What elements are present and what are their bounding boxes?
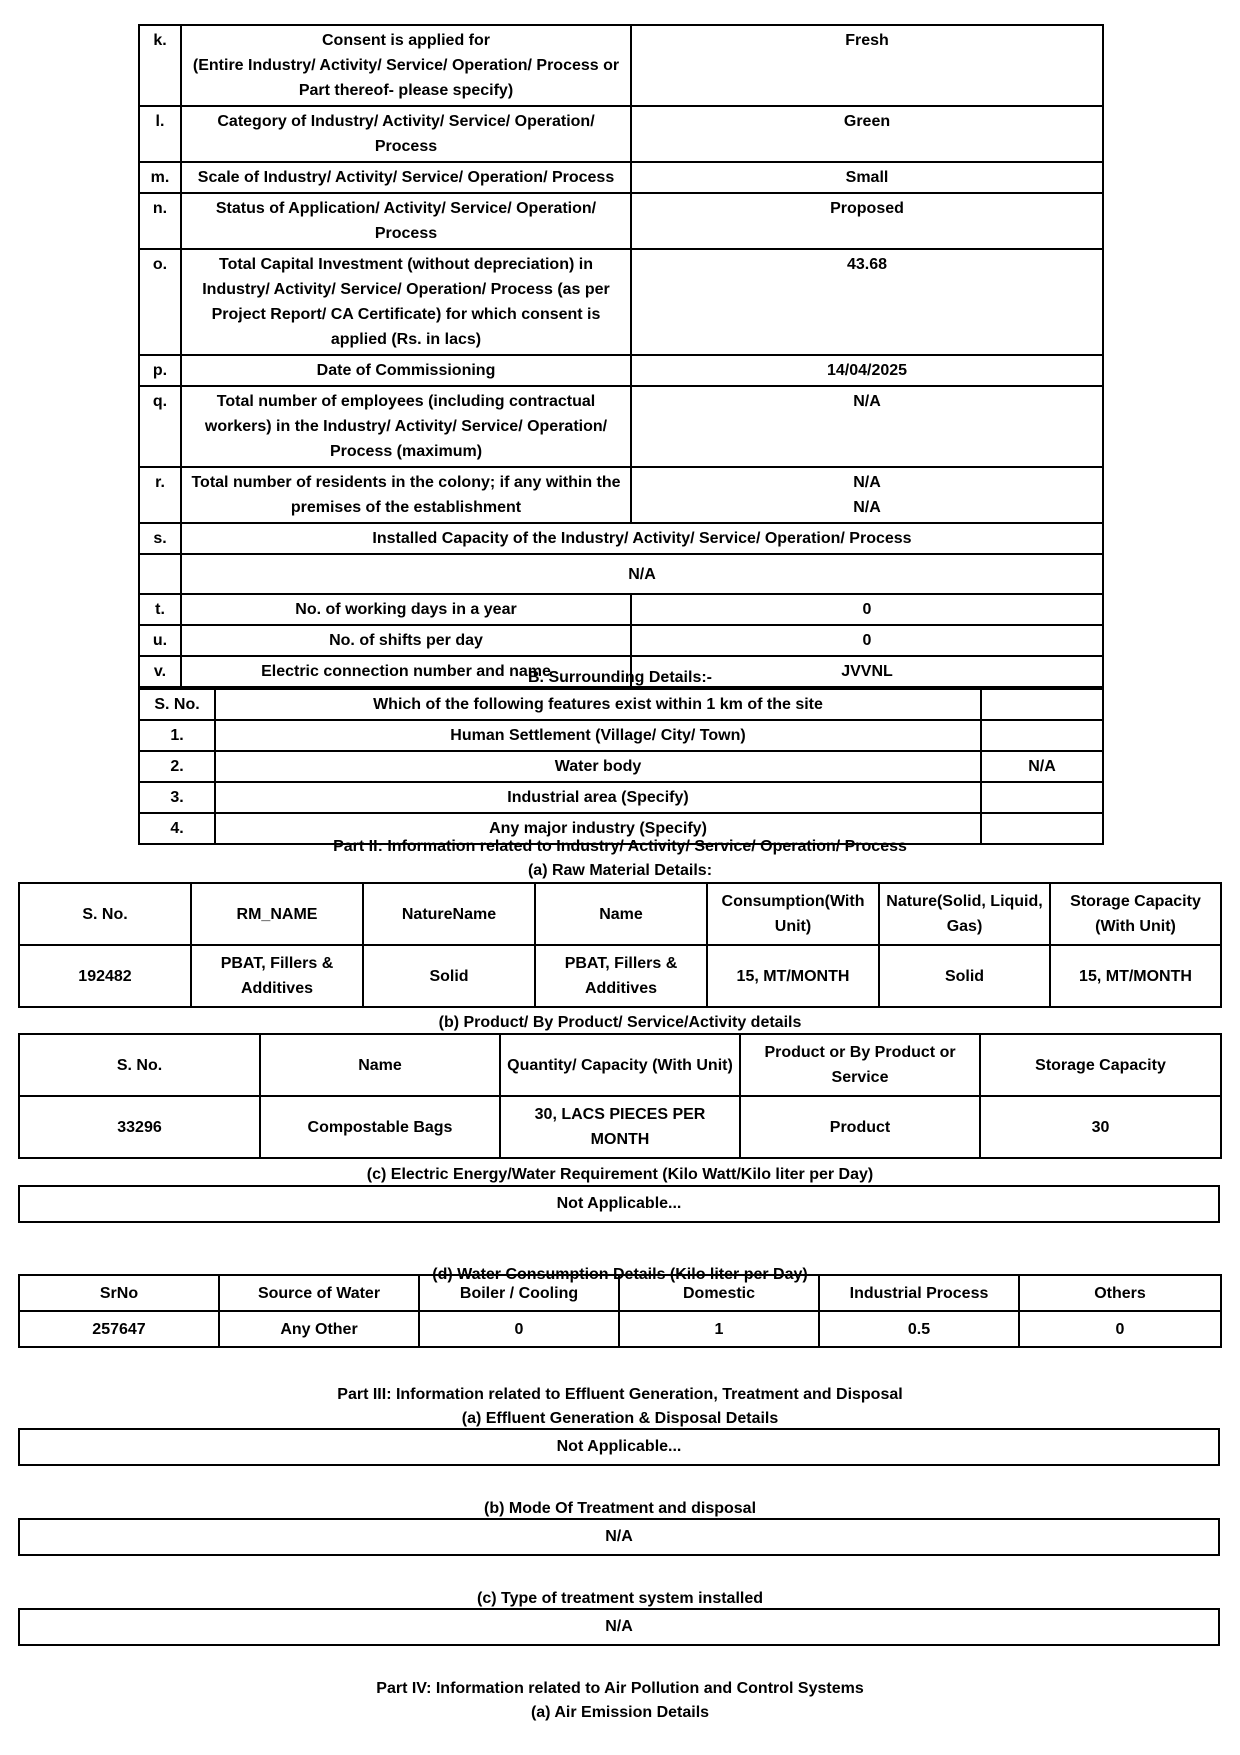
cell: 0 xyxy=(419,1311,619,1347)
row-letter: n. xyxy=(139,193,181,249)
table-row xyxy=(139,386,1103,467)
col-header: S. No. xyxy=(19,883,191,945)
col-header: Others xyxy=(1019,1275,1221,1311)
cell: 257647 xyxy=(19,1311,219,1347)
table-row xyxy=(19,1311,1221,1347)
table-row xyxy=(139,625,1103,656)
row-label: Date of Commissioning xyxy=(181,355,631,386)
cell: PBAT, Fillers & Additives xyxy=(535,945,707,1007)
product-table xyxy=(18,1033,1222,1159)
cell: 30, LACS PIECES PER MONTH xyxy=(500,1096,740,1158)
part4-title: Part IV: Information related to Air Pollution and Control Systems xyxy=(376,1680,864,1697)
cell: Water body xyxy=(215,751,981,782)
cell: 15, MT/MONTH xyxy=(1050,945,1221,1007)
water-table xyxy=(18,1274,1222,1348)
row-value: Small xyxy=(631,162,1103,193)
col-header: Product or By Product or Service xyxy=(740,1034,980,1096)
cell: Solid xyxy=(879,945,1050,1007)
table-row xyxy=(139,467,1103,523)
cell: 1 xyxy=(619,1311,819,1347)
row-label: No. of working days in a year xyxy=(181,594,631,625)
table-row xyxy=(139,720,1103,751)
col-header: Nature(Solid, Liquid, Gas) xyxy=(879,883,1050,945)
col-header: RM_NAME xyxy=(191,883,363,945)
row-value: JVVNL xyxy=(631,656,1103,687)
row-letter: m. xyxy=(139,162,181,193)
installed-capacity-value: N/A xyxy=(181,554,1103,594)
row-value: Green xyxy=(631,106,1103,162)
col-header: Boiler / Cooling xyxy=(419,1275,619,1311)
col-header: Which of the following features exist within 1 km of the site xyxy=(215,689,981,720)
row-value: Proposed xyxy=(631,193,1103,249)
col-header: S. No. xyxy=(139,689,215,720)
cell: Solid xyxy=(363,945,535,1007)
row-label: Total Capital Investment (without depreciation) in Industry/ Activity/ Service/ Operation/ Process (as per Project Report/ CA Certificate) for which consent is applied (Rs. in lacs) xyxy=(181,249,631,355)
col-header: S. No. xyxy=(19,1034,260,1096)
table-row xyxy=(139,523,1103,554)
col-header: SrNo xyxy=(19,1275,219,1311)
cell: 15, MT/MONTH xyxy=(707,945,879,1007)
cell: Compostable Bags xyxy=(260,1096,500,1158)
surrounding-table xyxy=(138,688,1104,845)
row-letter: p. xyxy=(139,355,181,386)
treatment-type-value: N/A xyxy=(18,1608,1220,1646)
row-label: No. of shifts per day xyxy=(181,625,631,656)
row-letter: o. xyxy=(139,249,181,355)
table-header-row xyxy=(19,883,1221,945)
col-header: Source of Water xyxy=(219,1275,419,1311)
table-header-row xyxy=(19,1275,1221,1311)
cell: 2. xyxy=(139,751,215,782)
row-letter: r. xyxy=(139,467,181,523)
row-letter: q. xyxy=(139,386,181,467)
row-label: Total number of residents in the colony; if any within the premises of the establishment xyxy=(181,467,631,523)
row-value: 14/04/2025 xyxy=(631,355,1103,386)
table-row xyxy=(139,355,1103,386)
cell: 0 xyxy=(1019,1311,1221,1347)
cell: Any Other xyxy=(219,1311,419,1347)
cell: 192482 xyxy=(19,945,191,1007)
cell: 1. xyxy=(139,720,215,751)
table-row xyxy=(19,945,1221,1007)
effluent-value: Not Applicable... xyxy=(18,1428,1220,1466)
row-label: Consent is applied for (Entire Industry/ Activity/ Service/ Operation/ Process or Part thereof- please specify) xyxy=(181,25,631,106)
cell: Any major industry (Specify) xyxy=(215,813,981,844)
air-emission-title: (a) Air Emission Details xyxy=(530,1704,710,1721)
col-header xyxy=(981,689,1103,720)
electric-title: (c) Electric Energy/Water Requirement (Kilo Watt/Kilo liter per Day) xyxy=(366,1166,874,1183)
cell: N/A xyxy=(981,751,1103,782)
col-header: NatureName xyxy=(363,883,535,945)
row-value: Fresh xyxy=(631,25,1103,106)
row-letter: v. xyxy=(139,656,181,687)
row-label: Total number of employees (including contractual workers) in the Industry/ Activity/ Service/ Operation/ Process (maximum) xyxy=(181,386,631,467)
col-header: Storage Capacity (With Unit) xyxy=(1050,883,1221,945)
col-header: Domestic xyxy=(619,1275,819,1311)
mode-value: N/A xyxy=(18,1518,1220,1556)
table-row xyxy=(139,751,1103,782)
table-row xyxy=(139,25,1103,106)
product-title: (b) Product/ By Product/ Service/Activity details xyxy=(438,1014,802,1031)
treatment-type-title: (c) Type of treatment system installed xyxy=(477,1590,763,1607)
col-header: Name xyxy=(535,883,707,945)
cell: PBAT, Fillers & Additives xyxy=(191,945,363,1007)
cell: Industrial area (Specify) xyxy=(215,782,981,813)
table-row xyxy=(139,554,1103,594)
table-row xyxy=(139,193,1103,249)
row-label: Electric connection number and name xyxy=(181,656,631,687)
effluent-title: (a) Effluent Generation & Disposal Details xyxy=(461,1410,779,1427)
part2-title: Part II: Information related to Industry/ Activity/ Service/ Operation/ Process xyxy=(333,838,907,855)
row-value: 0 xyxy=(631,594,1103,625)
table-header-row xyxy=(19,1034,1221,1096)
electric-value: Not Applicable... xyxy=(18,1185,1220,1223)
cell xyxy=(981,720,1103,751)
row-label: Scale of Industry/ Activity/ Service/ Operation/ Process xyxy=(181,162,631,193)
surrounding-title: B. Surrounding Details:- xyxy=(528,669,712,686)
col-header: Storage Capacity xyxy=(980,1034,1221,1096)
table-row xyxy=(139,782,1103,813)
table-row xyxy=(139,106,1103,162)
row-letter: k. xyxy=(139,25,181,106)
row-letter: l. xyxy=(139,106,181,162)
row-letter xyxy=(139,554,181,594)
row-letter: t. xyxy=(139,594,181,625)
cell: 0.5 xyxy=(819,1311,1019,1347)
cell: 3. xyxy=(139,782,215,813)
raw-material-title: (a) Raw Material Details: xyxy=(527,862,713,879)
part1-table xyxy=(138,24,1104,688)
cell: Human Settlement (Village/ City/ Town) xyxy=(215,720,981,751)
cell xyxy=(981,782,1103,813)
mode-title: (b) Mode Of Treatment and disposal xyxy=(483,1500,757,1517)
row-letter: s. xyxy=(139,523,181,554)
table-row xyxy=(139,249,1103,355)
row-value: 43.68 xyxy=(631,249,1103,355)
table-header-row xyxy=(139,689,1103,720)
col-header: Consumption(With Unit) xyxy=(707,883,879,945)
col-header: Quantity/ Capacity (With Unit) xyxy=(500,1034,740,1096)
col-header: Name xyxy=(260,1034,500,1096)
raw-material-table xyxy=(18,882,1222,1008)
row-label: Category of Industry/ Activity/ Service/ Operation/ Process xyxy=(181,106,631,162)
row-letter: u. xyxy=(139,625,181,656)
installed-capacity-label: Installed Capacity of the Industry/ Activity/ Service/ Operation/ Process xyxy=(181,523,1103,554)
table-row xyxy=(139,162,1103,193)
row-value: N/A N/A xyxy=(631,467,1103,523)
cell: Product xyxy=(740,1096,980,1158)
col-header: Industrial Process xyxy=(819,1275,1019,1311)
part3-title: Part III: Information related to Effluent Generation, Treatment and Disposal xyxy=(337,1386,903,1403)
table-row xyxy=(19,1096,1221,1158)
row-value: N/A xyxy=(631,386,1103,467)
water-title: (d) Water Consumption Details (Kilo liter per Day) xyxy=(432,1266,808,1283)
cell: 33296 xyxy=(19,1096,260,1158)
row-value: 0 xyxy=(631,625,1103,656)
cell: 30 xyxy=(980,1096,1221,1158)
cell: 4. xyxy=(139,813,215,844)
table-row xyxy=(139,594,1103,625)
row-label: Status of Application/ Activity/ Service/ Operation/ Process xyxy=(181,193,631,249)
